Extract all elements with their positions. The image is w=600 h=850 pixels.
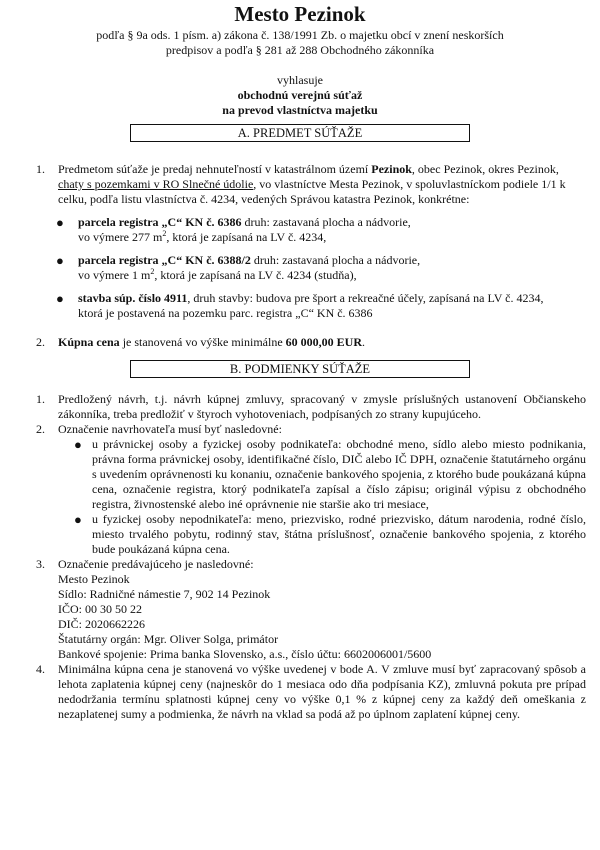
section-b-heading: B. PODMIENKY SÚŤAŽE	[130, 360, 470, 378]
section-b-item-2	[36, 422, 586, 437]
property-bullet-3	[56, 291, 560, 321]
legal-basis-line-1: podľa § 9a ods. 1 písm. a) zákona č. 138/1991 Zb. o majetku obcí v znení neskorších	[96, 28, 504, 42]
bullet-icon: ●	[56, 215, 64, 230]
parcel-area: vo výmere 277 m	[78, 230, 163, 244]
parcel-record: , ktorá je zapísaná na LV č. 4234 (studňa),	[154, 268, 357, 282]
price-value: 60 000,00 EUR	[285, 335, 362, 349]
legal-basis-line-2: predpisov a podľa § 281 až 288 Obchodného zákonníka	[165, 43, 435, 57]
legal-basis	[0, 28, 600, 58]
item-text: Minimálna kúpna cena je stanovená vo výške uvedenej v bode A. V zmluve musí byť zapracovaný spôsob a lehota zaplatenia kúpnej ceny (najneskôr do 1 mesiaca odo dňa podpísania KZ), zmluvná pokuta pre prípad nedodržania termínu splatnosti kúpnej ceny vo výške 0,1 % z kúpnej ceny za každý deň omeškania z nezaplatenej sumy a podmienka, že návrh na vklad sa podá až po úplnom zaplatení kúpnej ceny.	[58, 662, 586, 721]
price-text: je stanovená vo výške minimálne	[119, 335, 286, 349]
price-end: .	[362, 335, 365, 349]
parcel-record: , ktorá je zapísaná na LV č. 4234,	[166, 230, 327, 244]
item-number: 3.	[36, 557, 45, 571]
item-text: , obec Pezinok, okres Pezinok,	[411, 162, 559, 176]
cadastral-area: Pezinok	[371, 162, 412, 176]
declaration	[0, 73, 600, 118]
item-number: 1.	[36, 162, 45, 176]
building-detail: , druh stavby: budova pre šport a rekreačné účely, zapísaná na LV č. 4234, ktorá je postavená na pozemku parc. registra „C“ KN č. 6386	[78, 291, 544, 320]
area-unit-sup: 2	[162, 229, 167, 238]
item-text: Predmetom súťaže je predaj nehnuteľností v katastrálnom území	[58, 162, 372, 176]
declares-text: vyhlasuje	[277, 73, 323, 87]
bullet-text: u právnickej osoby a fyzickej osoby podnikateľa: obchodné meno, sídlo alebo miesto podnikania, právna forma právnickej osoby, identifikačné číslo, DIČ alebo IČ DPH, označenie štatutárneho orgánu s uvedením oprávnenosti ku konaniu, označenie bankového spojenia, z ktorého bude poukázaná kúpna cena, označenie registra, ktorý podnikateľa zapísal a číslo zápisu; originál výpisu z obchodného registra, živnostenské alebo iné oprávnenie nie staršie ako tri mesiace,	[92, 437, 586, 511]
item-number: 2.	[36, 335, 45, 349]
price-label: Kúpna cena	[58, 335, 120, 349]
item-number: 2.	[36, 422, 45, 436]
parcel-name: parcela registra „C“ KN č. 6386	[78, 215, 242, 229]
property-description: chaty s pozemkami v RO Slnečné údolie	[58, 177, 254, 191]
seller-seat: Sídlo: Radničné námestie 7, 902 14 Pezinok	[58, 587, 271, 601]
seller-address-block	[58, 572, 586, 662]
bullet-icon: ●	[56, 253, 64, 268]
section-a-heading: A. PREDMET SÚŤAŽE	[130, 124, 470, 142]
item-number: 1.	[36, 392, 45, 406]
bullet-icon: ●	[74, 512, 82, 527]
area-unit-sup: 2	[150, 267, 155, 276]
bullet-icon: ●	[56, 291, 64, 306]
property-bullet-1	[56, 215, 560, 245]
section-b-item-4	[36, 662, 586, 722]
parcel-detail: druh: zastavaná plocha a nádvorie,	[250, 253, 421, 267]
proposer-bullet-natural	[74, 512, 586, 557]
parcel-name: parcela registra „C“ KN č. 6388/2	[78, 253, 251, 267]
seller-ico: IČO: 00 30 50 22	[58, 602, 142, 616]
parcel-area: vo výmere 1 m	[78, 268, 151, 282]
building-name: stavba súp. číslo 4911	[78, 291, 188, 305]
item-text: Označenie navrhovateľa musí byť nasledovné:	[58, 422, 282, 436]
competition-title-line-2: na prevod vlastníctva majetku	[222, 103, 378, 117]
seller-bank: Bankové spojenie: Prima banka Slovensko, a.s., číslo účtu: 6602006001/5600	[58, 647, 432, 661]
competition-title-line-1: obchodnú verejnú súťaž	[237, 88, 363, 102]
property-bullet-2	[56, 253, 560, 283]
bullet-text: u fyzickej osoby nepodnikateľa: meno, priezvisko, rodné priezvisko, dátum narodenia, rodné číslo, miesto trvalého pobytu, rodinný stav, štátna príslušnosť, označenie bankového spojenia, z ktorého bude poukázaná kúpna cena.	[92, 512, 586, 556]
item-text: Označenie predávajúceho je nasledovné:	[58, 557, 254, 571]
seller-statutory: Štatutárny orgán: Mgr. Oliver Solga, primátor	[58, 632, 279, 646]
seller-name: Mesto Pezinok	[58, 572, 130, 586]
section-b-item-1	[36, 392, 586, 422]
parcel-detail: druh: zastavaná plocha a nádvorie,	[241, 215, 411, 229]
proposer-bullet-legal	[74, 437, 586, 512]
bullet-icon: ●	[74, 437, 82, 452]
section-a-item-2	[36, 335, 570, 350]
item-text: , vo vlastníctve Mesta Pezinok, v spoluvlastníckom podiele 1/1 k celku, podľa listu vlastníctva č. 4234, vedených Správou katastra Pezinok, konkrétne:	[58, 177, 566, 206]
section-a-item-1	[36, 162, 570, 207]
seller-dic: DIČ: 2020662226	[58, 617, 145, 631]
section-b-item-3	[36, 557, 586, 662]
item-number: 4.	[36, 662, 45, 676]
item-text: Predložený návrh, t.j. návrh kúpnej zmluvy, spracovaný v zmysle príslušných ustanovení Občianskeho zákonníka, treba predložiť v štyroch vyhotoveniach, podpísaných zo strany kupujúceho.	[58, 392, 586, 421]
document-title: Mesto Pezinok	[234, 2, 366, 26]
